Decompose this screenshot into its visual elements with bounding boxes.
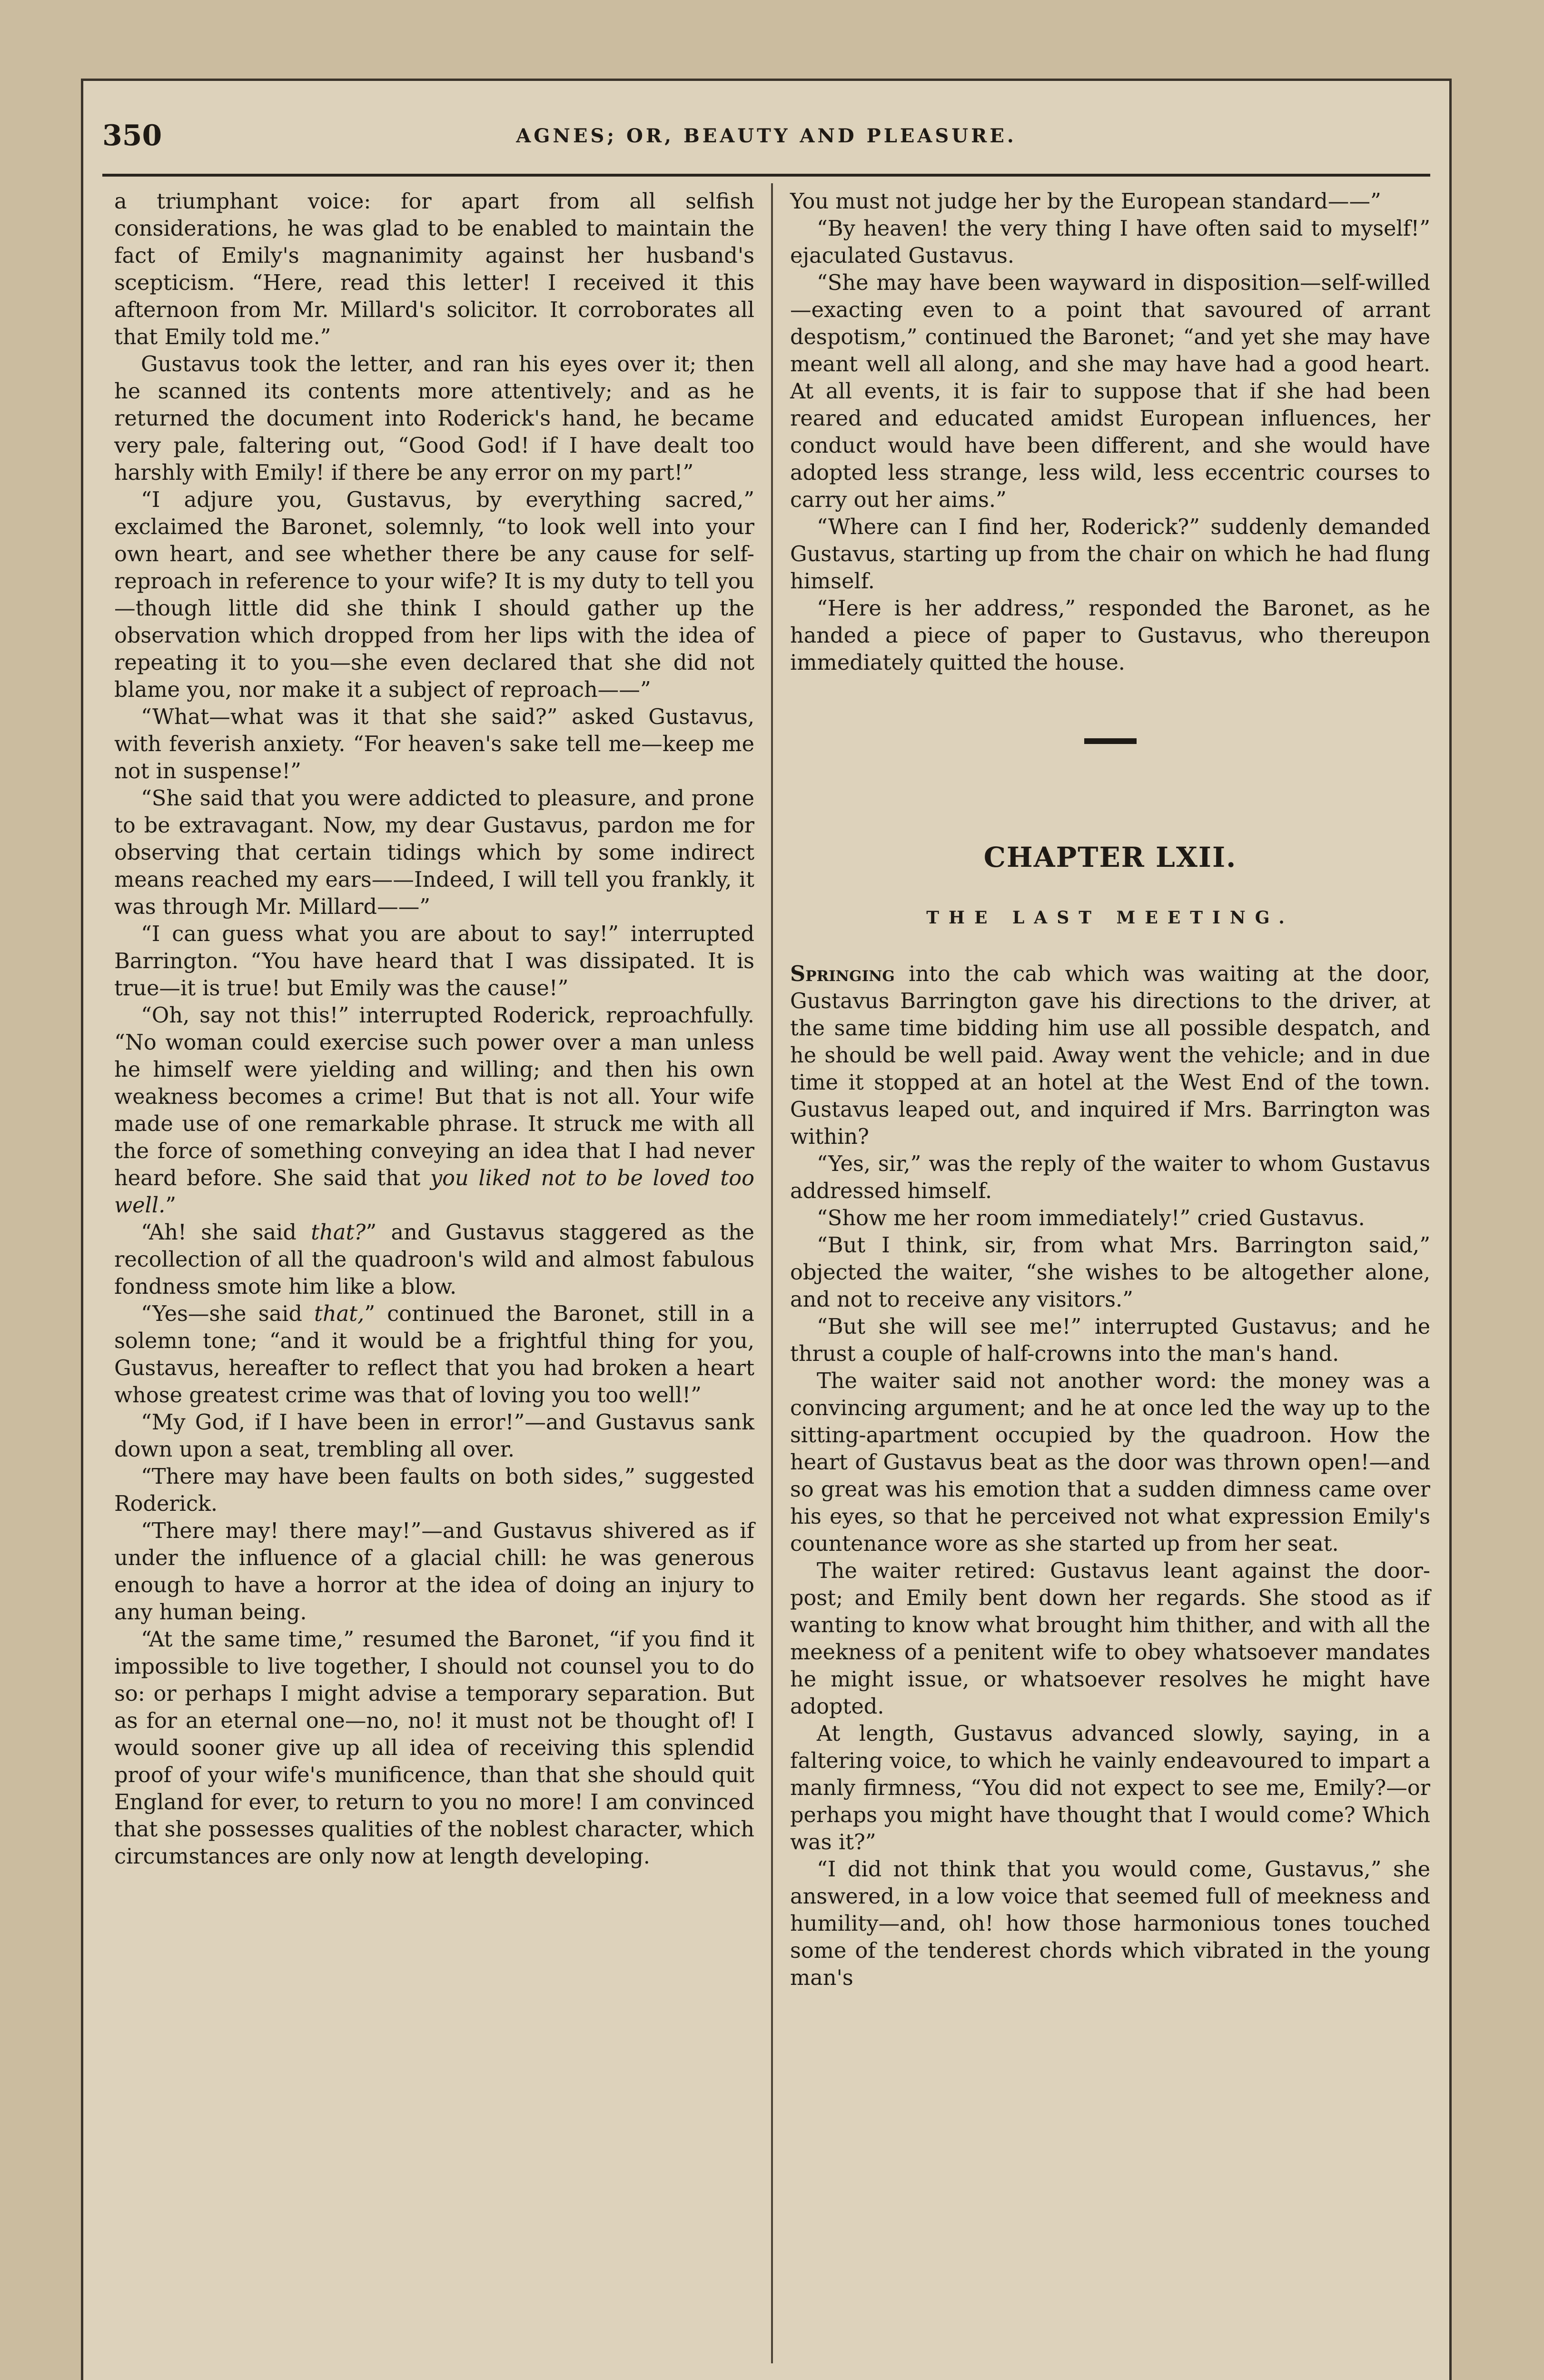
book-page: [81, 79, 1452, 2380]
text-run: ” and Gustavus staggered as the recollection of all the quadroon's wild and almost fabulous fondness smote him like a blow.: [114, 1220, 754, 1299]
paragraph: “I did not think that you would come, Gustavus,” she answered, in a low voice that seemed full of meekness and humility—and, oh! how those harmonious tones touched some of the tenderest chords which vibrated in the young man's: [790, 1857, 1430, 1990]
paragraph: “There may have been faults on both sides,” suggested Roderick.: [114, 1464, 754, 1516]
paragraph: “She may have been wayward in disposition—self-willed—exacting even to a point that savoured of arrant despotism,” continued the Baronet; “and yet she may have meant well all along, and she may have had a good heart. At all events, it is fair to suppose that if she had been reared and educated amidst European influences, her conduct would have been different, and she would have adopted less strange, less wild, less eccentric courses to carry out her aims.”: [790, 270, 1430, 512]
chapter-opening-paragraph: [790, 960, 1430, 1150]
opening-word: Springing: [790, 961, 895, 986]
paragraph: [114, 1219, 754, 1300]
text-run: ” continued the Baronet, still in a solemn tone; “and it would be a frightful thing for you, Gustavus, hereafter to reflect that you had broken a heart whose greatest crime was that of loving you too well!”: [114, 1301, 754, 1408]
paragraph: [114, 1300, 754, 1409]
paragraph: You must not judge her by the European standard——”: [790, 189, 1381, 214]
italic-phrase: that,: [314, 1301, 365, 1326]
paragraph: “Yes, sir,” was the reply of the waiter to whom Gustavus addressed himself.: [790, 1151, 1430, 1203]
chapter-subtitle: THE LAST MEETING.: [926, 908, 1294, 928]
italic-phrase: that?: [311, 1220, 366, 1245]
paragraph: The waiter retired: Gustavus leant against the door-post; and Emily bent down her regards. She stood as if wanting to know what brought him thither, and with all the meekness of a penitent wife to obey whatsoever mandates he might issue, or whatsoever resolves he might have adopted.: [790, 1558, 1430, 1719]
text-run: “Yes—she said: [141, 1301, 302, 1326]
text-run: ”: [165, 1193, 177, 1218]
left-column: [114, 188, 754, 1870]
paragraph: At length, Gustavus advanced slowly, saying, in a faltering voice, to which he vainly endeavoured to impart a manly firmness, “You did not expect to see me, Emily?—or perhaps you might have thought that I would come? Which was it?”: [790, 1721, 1430, 1854]
column-divider: [771, 183, 773, 2363]
running-title: AGNES; OR, BEAUTY AND PLEASURE.: [516, 124, 1017, 147]
paragraph: “At the same time,” resumed the Baronet, “if you find it impossible to live together, I should not counsel you to do so: or perhaps I might advise a temporary separation. But as for an eternal one—no, no! it must not be thought of! I would sooner give up all idea of receiving this splendid proof of your wife's munificence, than that she should quit England for ever, to return to you no more! I am convinced that she possesses qualities of the noblest character, which circumstances are only now at length developing.: [114, 1627, 754, 1869]
paragraph: “Show me her room immediately!” cried Gustavus.: [817, 1206, 1365, 1230]
paragraph: “I can guess what you are about to say!” interrupted Barrington. “You have heard that I was dissipated. It is true—it is true! but Emily was the cause!”: [114, 922, 754, 1001]
paragraph: “My God, if I have been in error!”—and Gustavus sank down upon a seat, trembling all over.: [114, 1410, 754, 1462]
paragraph: Gustavus took the letter, and ran his eyes over it; then he scanned its contents more attentively; and as he returned the document into Roderick's hand, he became very pale, faltering out, “Good God! if I have dealt too harshly with Emily! if there be any error on my part!”: [114, 352, 754, 485]
paragraph: “But she will see me!” interrupted Gustavus; and he thrust a couple of half-crowns into the man's hand.: [790, 1314, 1430, 1366]
italic-phrase: you liked not to be loved too well.: [114, 1166, 754, 1218]
paragraph: “There may! there may!”—and Gustavus shivered as if under the influence of a glacial chill: he was generous enough to have a horror at the idea of doing an injury to any human being.: [114, 1518, 754, 1625]
text-run: “Oh, say not this!” interrupted Roderick, reproachfully. “No woman could exercise such power over a man unless he himself were yielding and willing; and then his own weakness becomes a crime! But that is not all. Your wife made use of one remarkable phrase. It struck me with all the force of something conveying an idea that I had never heard before. She said that: [114, 1003, 754, 1190]
paragraph: “By heaven! the very thing I have often said to myself!” ejaculated Gustavus.: [790, 216, 1430, 268]
right-column: [790, 188, 1430, 1992]
page-header: [102, 100, 1430, 171]
section-break-rule: [1084, 738, 1137, 744]
paragraph: “Where can I find her, Roderick?” suddenly demanded Gustavus, starting up from the chair on which he had flung himself.: [790, 515, 1430, 594]
paragraph: “What—what was it that she said?” asked Gustavus, with feverish anxiety. “For heaven's sake tell me—keep me not in suspense!”: [114, 704, 754, 783]
paragraph: a triumphant voice: for apart from all selfish considerations, he was glad to be enabled to maintain the fact of Emily's magnanimity against her husband's scepticism. “Here, read this letter! I received it this afternoon from Mr. Millard's solicitor. It corroborates all that Emily told me.”: [114, 189, 754, 349]
paragraph: “Here is her address,” responded the Baronet, as he handed a piece of paper to Gustavus, who thereupon immediately quitted the house.: [790, 596, 1430, 675]
text-run: “Ah! she said: [141, 1220, 297, 1245]
paragraph: “She said that you were addicted to pleasure, and prone to be extravagant. Now, my dear Gustavus, pardon me for observing that certain tidings which by some indirect means reached my ears——Indeed, I will tell you frankly, it was through Mr. Millard——”: [114, 786, 754, 919]
paragraph: “I adjure you, Gustavus, by everything sacred,” exclaimed the Baronet, solemnly, “to look well into your own heart, and see whether there be any cause for self-reproach in reference to your wife? It is my duty to tell you—though little did she think I should gather up the observation which dropped from her lips with the idea of repeating it to you—she even declared that she did not blame you, nor make it a subject of reproach——”: [114, 487, 754, 702]
chapter-title: CHAPTER LXII.: [983, 841, 1237, 873]
text-run: into the cab which was waiting at the door, Gustavus Barrington gave his directions to the driver, at the same time bidding him use all possible despatch, and he should be well paid. Away went the vehicle; and in due time it stopped at an hotel at the West End of the town. Gustavus leaped out, and inquired if Mrs. Barrington was within?: [790, 962, 1430, 1149]
paragraph: “But I think, sir, from what Mrs. Barrington said,” objected the waiter, “she wishes to be altogether alone, and not to receive any visitors.”: [790, 1233, 1430, 1312]
paragraph: The waiter said not another word: the money was a convincing argument; and he at once led the way up to the sitting-apartment occupied by the quadroon. How the heart of Gustavus beat as the door was thrown open!—and so great was his emotion that a sudden dimness came over his eyes, so that he perceived not what expression Emily's countenance wore as she started up from her seat.: [790, 1368, 1430, 1556]
paragraph: [114, 1002, 754, 1219]
header-rule: [102, 174, 1430, 177]
page-number: 350: [102, 119, 162, 152]
